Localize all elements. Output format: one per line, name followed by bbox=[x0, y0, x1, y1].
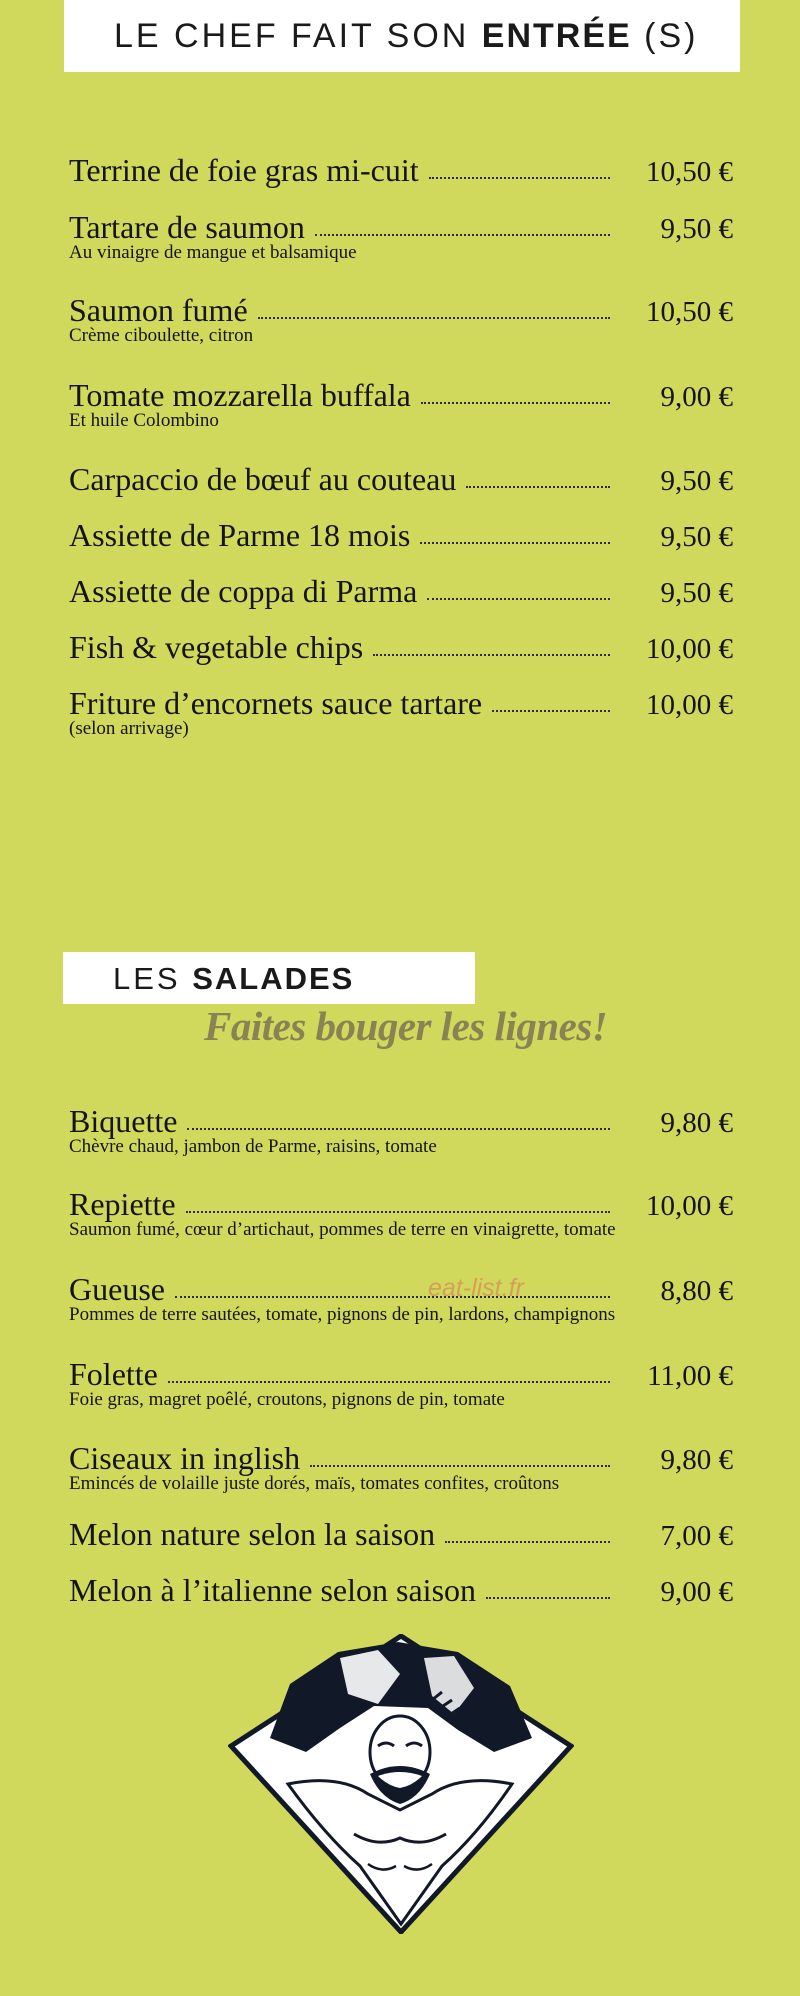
menu-item bbox=[69, 1438, 733, 1494]
menu-item bbox=[69, 571, 733, 611]
dot-leader bbox=[175, 1296, 610, 1298]
menu-item bbox=[69, 1354, 733, 1410]
menu-item bbox=[69, 375, 733, 431]
salades-banner-text: LES bbox=[113, 961, 193, 996]
dish-name: Biquette bbox=[69, 1103, 178, 1139]
dish-price: 9,50 € bbox=[660, 521, 733, 553]
dish-name: Carpaccio de bœuf au couteau bbox=[69, 461, 457, 497]
dot-leader bbox=[315, 234, 610, 236]
dish-description: (selon arrivage) bbox=[69, 718, 189, 739]
chef-diamond-logo-icon bbox=[228, 1634, 574, 1934]
menu-item bbox=[69, 150, 733, 190]
dish-price: 9,50 € bbox=[660, 465, 733, 497]
watermark: eat-list.fr bbox=[428, 1274, 524, 1302]
dot-leader bbox=[186, 1211, 610, 1213]
entrees-banner bbox=[64, 0, 740, 72]
dish-description: Au vinaigre de mangue et balsamique bbox=[69, 242, 357, 263]
menu-item bbox=[69, 290, 733, 346]
dot-leader bbox=[258, 317, 610, 319]
salades-banner-bold: SALADES bbox=[192, 961, 355, 996]
dot-leader bbox=[373, 654, 610, 656]
dish-description: Chèvre chaud, jambon de Parme, raisins, tomate bbox=[69, 1136, 437, 1157]
dish-price: 9,50 € bbox=[660, 577, 733, 609]
dish-price: 9,00 € bbox=[660, 1576, 733, 1608]
dot-leader bbox=[187, 1128, 610, 1130]
dot-leader bbox=[421, 402, 610, 404]
dish-description: Et huile Colombino bbox=[69, 410, 219, 431]
dish-price: 10,00 € bbox=[646, 633, 733, 665]
dot-leader bbox=[168, 1381, 610, 1383]
dish-name: Friture d’encornets sauce tartare bbox=[69, 685, 483, 721]
menu-item bbox=[69, 207, 733, 263]
dish-name: Tomate mozzarella buffala bbox=[69, 377, 411, 413]
dot-leader bbox=[427, 598, 610, 600]
dot-leader bbox=[445, 1541, 610, 1543]
dish-price: 10,50 € bbox=[646, 156, 733, 188]
dish-name: Assiette de coppa di Parma bbox=[69, 573, 418, 609]
dish-price: 10,50 € bbox=[646, 296, 733, 328]
dish-name: Tartare de saumon bbox=[69, 209, 305, 245]
dish-name: Ciseaux in inglish bbox=[69, 1440, 301, 1476]
salades-tagline: Faites bouger les lignes! bbox=[204, 1003, 608, 1049]
dish-price: 7,00 € bbox=[660, 1520, 733, 1552]
dot-leader bbox=[492, 710, 610, 712]
entrees-banner-suffix: (S) bbox=[631, 17, 699, 55]
dish-price: 9,00 € bbox=[660, 381, 733, 413]
menu-item bbox=[69, 1269, 733, 1325]
entrees-banner-bold: ENTRÉE bbox=[481, 17, 632, 55]
dish-name: Melon à l’italienne selon saison bbox=[69, 1572, 477, 1608]
salades-banner bbox=[63, 952, 475, 1004]
entrees-banner-text: LE CHEF FAIT SON bbox=[114, 17, 482, 55]
menu-item bbox=[69, 683, 733, 739]
menu-item bbox=[69, 1101, 733, 1157]
dot-leader bbox=[466, 486, 610, 488]
dish-price: 10,00 € bbox=[646, 1190, 733, 1222]
dot-leader bbox=[486, 1597, 610, 1599]
menu-item bbox=[69, 1570, 733, 1610]
menu-item bbox=[69, 459, 733, 499]
dish-price: 9,50 € bbox=[660, 213, 733, 245]
dish-price: 8,80 € bbox=[660, 1275, 733, 1307]
dish-description: Saumon fumé, cœur d’artichaut, pommes de terre en vinaigrette, tomate bbox=[69, 1219, 616, 1240]
dish-name: Saumon fumé bbox=[69, 292, 248, 328]
dish-name: Repiette bbox=[69, 1186, 176, 1222]
dish-name: Melon nature selon la saison bbox=[69, 1516, 436, 1552]
dish-description: Foie gras, magret poêlé, croutons, pignons de pin, tomate bbox=[69, 1389, 505, 1410]
menu-item bbox=[69, 627, 733, 667]
dish-description: Pommes de terre sautées, tomate, pignons de pin, lardons, champignons bbox=[69, 1304, 616, 1325]
dish-price: 9,80 € bbox=[660, 1444, 733, 1476]
dish-name: Assiette de Parme 18 mois bbox=[69, 517, 411, 553]
dish-price: 10,00 € bbox=[646, 689, 733, 721]
menu-item bbox=[69, 1514, 733, 1554]
dot-leader bbox=[310, 1465, 610, 1467]
dish-name: Folette bbox=[69, 1356, 158, 1392]
dish-price: 11,00 € bbox=[647, 1360, 733, 1392]
dot-leader bbox=[420, 542, 610, 544]
dish-price: 9,80 € bbox=[660, 1107, 733, 1139]
dish-name: Terrine de foie gras mi-cuit bbox=[69, 152, 419, 188]
dish-description: Emincés de volaille juste dorés, maïs, tomates confites, croûtons bbox=[69, 1473, 560, 1494]
dot-leader bbox=[429, 177, 610, 179]
menu-item bbox=[69, 515, 733, 555]
dish-description: Crème ciboulette, citron bbox=[69, 325, 254, 346]
dish-name: Gueuse bbox=[69, 1271, 165, 1307]
menu-item bbox=[69, 1184, 733, 1240]
dish-name: Fish & vegetable chips bbox=[69, 629, 364, 665]
